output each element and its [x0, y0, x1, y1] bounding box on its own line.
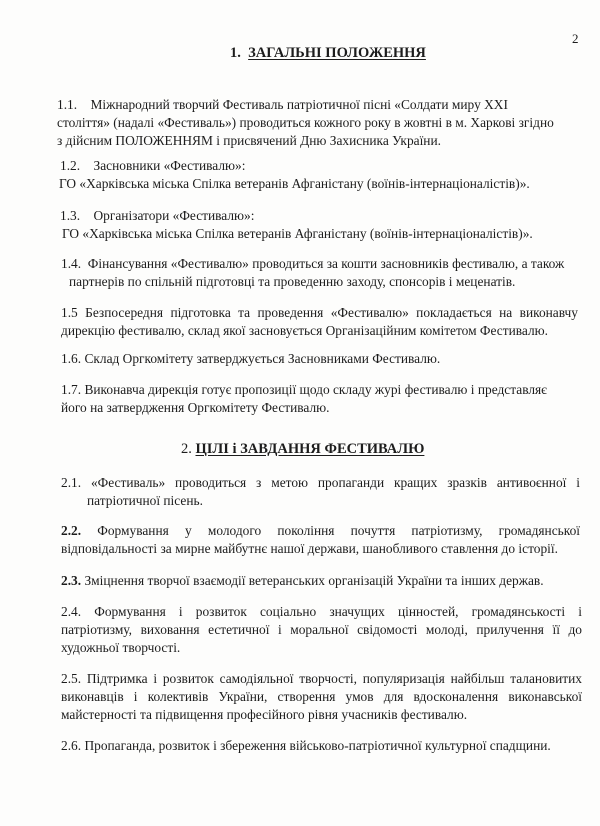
paragraph-line: патріотичної пісень.	[87, 493, 203, 508]
paragraph-text: Засновники «Фестивалю»:	[93, 158, 246, 173]
paragraph-line: ГО «Харківська міська Спілка ветеранів Афганістану (воїнів-інтернаціоналістів)».	[59, 176, 530, 191]
paragraph-number: 2.5.	[61, 671, 82, 686]
paragraph-line	[61, 474, 580, 492]
paragraph-text: Організатори «Фестивалю»:	[93, 208, 255, 223]
paragraph-line: ГО «Харківська міська Спілка ветеранів Афганістану (воїнів-інтернаціоналістів)».	[62, 226, 533, 241]
paragraph-line	[61, 603, 582, 621]
paragraph-line	[61, 572, 580, 590]
paragraph-line	[60, 157, 554, 175]
paragraph-text: Міжнародний творчий Фестиваль патріотичної пісні «Солдати миру XXI	[90, 97, 508, 112]
paragraph-2-1	[61, 474, 580, 510]
paragraph-number: 1.3.	[60, 208, 81, 223]
paragraph-line	[61, 350, 555, 368]
section-2-number: 2.	[181, 441, 192, 457]
paragraph-text: Формування у молодого покоління почуття патріотизму, громадянської	[97, 523, 580, 538]
paragraph-2-4	[61, 603, 582, 657]
paragraph-number: 1.6.	[61, 351, 82, 366]
paragraph-line: з дійсним ПОЛОЖЕННЯМ і присвячений Дню Захисника України.	[57, 133, 441, 148]
paragraph-line	[61, 737, 582, 755]
paragraph-line: патріотизму, виховання естетичної і моральної свідомості молоді, прилучення її до	[61, 622, 582, 637]
paragraph-text: Підтримка і розвиток самодіяльної творчості, популяризація найбільш талановитих	[86, 671, 582, 686]
page-number: 2	[572, 31, 579, 46]
paragraph-text: Формування і розвиток соціально значущих цінностей, громадянськості і	[94, 604, 582, 619]
paragraph-line: партнерів по спільній підготовці та проведенню заходу, спонсорів і меценатів.	[69, 274, 516, 289]
paragraph-number: 1.4.	[61, 256, 82, 271]
section-1-heading	[230, 45, 426, 62]
paragraph-line: століття» (надалі «Фестиваль») проводиться кожного року в жовтні в м. Харкові згідно	[57, 115, 554, 130]
paragraph-number: 1.7.	[61, 382, 82, 397]
paragraph-line	[61, 670, 582, 688]
paragraph-line	[61, 255, 565, 273]
paragraph-line	[61, 522, 580, 540]
paragraph-line	[61, 304, 578, 322]
paragraph-number: 2.6.	[61, 738, 82, 753]
paragraph-line	[61, 381, 578, 399]
paragraph-1-3	[60, 207, 554, 243]
paragraph-2-3	[61, 572, 580, 590]
paragraph-line	[60, 207, 554, 225]
paragraph-number: 1.5	[61, 305, 78, 320]
paragraph-line: його на затвердження Оргкомітету Фестивалю.	[61, 400, 330, 415]
paragraph-line: виконавців і колективів України, створення умов для вдосконалення виконавської	[61, 689, 582, 704]
paragraph-1-2	[60, 157, 554, 193]
paragraph-line: відповідальності за мирне майбутнє нашої держави, шанобливого ставлення до історії.	[61, 541, 558, 556]
paragraph-1-7	[61, 381, 578, 417]
paragraph-1-5	[61, 304, 578, 340]
section-1-title: ЗАГАЛЬНІ ПОЛОЖЕННЯ	[248, 45, 426, 61]
paragraph-line	[57, 96, 551, 114]
paragraph-number: 2.3.	[61, 573, 82, 588]
paragraph-text: «Фестиваль» проводиться з метою пропаганди кращих зразків антивоєнної і	[90, 475, 580, 490]
paragraph-2-6	[61, 737, 582, 755]
paragraph-text: Пропаганда, розвиток і збереження військово-патріотичної культурної спадщини.	[84, 738, 551, 753]
paragraph-number: 1.2.	[60, 158, 81, 173]
paragraph-number: 2.2.	[61, 523, 82, 538]
paragraph-line: художньої творчості.	[61, 640, 181, 655]
paragraph-number: 1.1.	[57, 97, 78, 112]
paragraph-text: Склад Оргкомітету затверджується Засновниками Фестивалю.	[84, 351, 441, 366]
paragraph-text: Виконавча дирекція готує пропозиції щодо складу журі фестивалю і представляє	[84, 382, 547, 397]
paragraph-2-2	[61, 522, 580, 558]
section-2-heading	[181, 441, 424, 458]
paragraph-1-4	[61, 255, 565, 291]
paragraph-text: Фінансування «Фестивалю» проводиться за кошти засновників фестивалю, а також	[87, 256, 565, 271]
paragraph-1-6	[61, 350, 555, 368]
section-2-title: ЦІЛІ і ЗАВДАННЯ ФЕСТИВАЛЮ	[195, 441, 425, 457]
paragraph-line: майстерності та підвищення професійного рівня учасників фестивалю.	[61, 707, 468, 722]
paragraph-2-5	[61, 670, 582, 724]
paragraph-text: Зміцнення творчої взаємодії ветеранських організацій України та інших держав.	[84, 573, 544, 588]
paragraph-line: дирекцію фестивалю, склад якої засновується Організаційним комітетом Фестивалю.	[61, 323, 548, 338]
paragraph-1-1	[57, 96, 554, 150]
paragraph-number: 2.1.	[61, 475, 82, 490]
paragraph-text: Безпосередня підготовка та проведення «Фестивалю» покладається на виконавчу	[85, 305, 578, 320]
section-1-number: 1.	[230, 45, 241, 61]
paragraph-number: 2.4.	[61, 604, 82, 619]
